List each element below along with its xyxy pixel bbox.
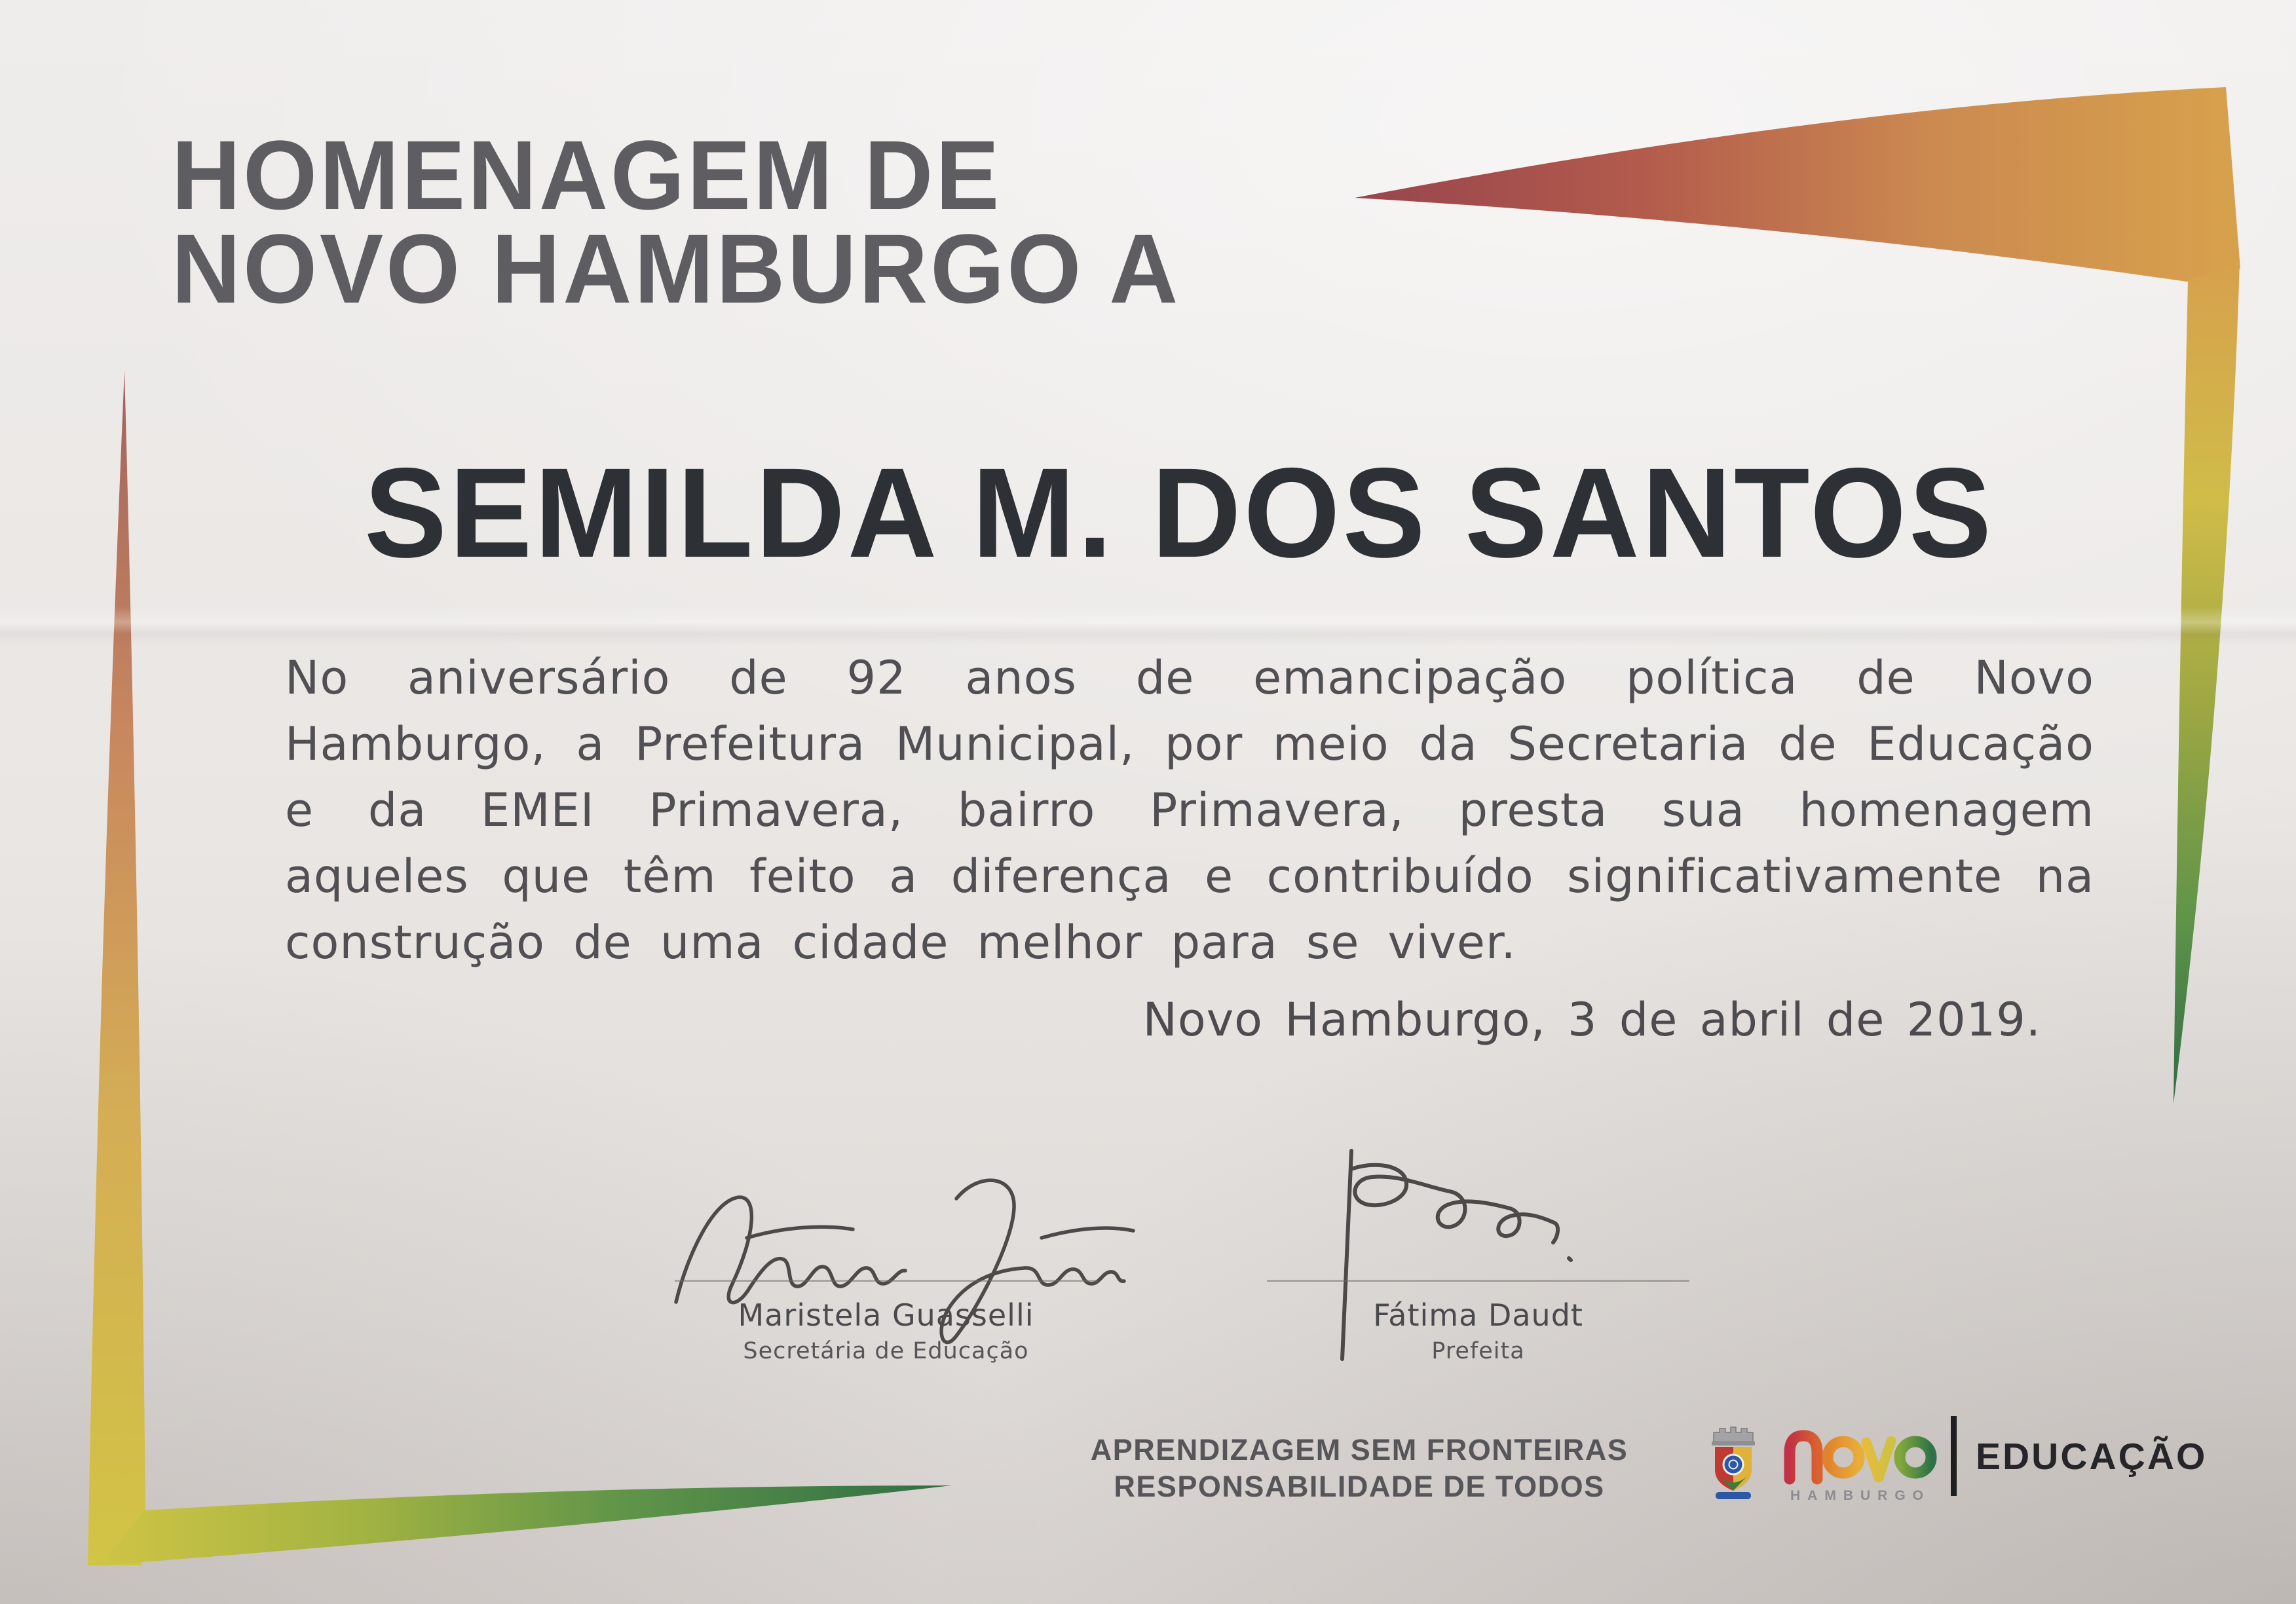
signatory-role: Prefeita xyxy=(1431,1338,1525,1364)
bottom-left-horizontal-blade xyxy=(98,1485,952,1565)
logo-city-label: HAMBURGO xyxy=(1790,1488,1930,1503)
footer-slogan-line1: APRENDIZAGEM SEM FRONTEIRAS xyxy=(1090,1433,1628,1466)
signature-line xyxy=(675,1280,1097,1282)
signature-block-left xyxy=(675,1280,1097,1364)
body-paragraph: No aniversário de 92 anos de emancipação política de Novo Hamburgo, a Prefeitura Municipal, por meio da Secretaria de Educação e da EMEI Primavera, bairro Primavera, presta sua homenagem aqueles que têm feito a diferença e contribuído significativamente na construção de uma cidade melhor para se viver. xyxy=(285,651,2094,969)
footer-slogan xyxy=(1074,1432,1644,1505)
signature-block-right xyxy=(1267,1280,1689,1364)
logo-divider-bar xyxy=(1951,1416,1957,1496)
certificate-title xyxy=(172,120,1181,324)
dateline: Novo Hamburgo, 3 de abril de 2019. xyxy=(1142,993,2041,1047)
top-right-vertical-blade xyxy=(2174,263,2240,1104)
top-right-horizontal-blade xyxy=(1355,87,2240,282)
certificate-title-line1: HOMENAGEM DE xyxy=(172,120,1002,230)
certificate-title-line2: NOVO HAMBURGO A xyxy=(172,214,1181,324)
novo-hamburgo-logo-wordmark xyxy=(1780,1415,1940,1493)
footer-slogan-line2: RESPONSABILIDADE DE TODOS xyxy=(1114,1470,1605,1503)
signatory-role: Secretária de Educação xyxy=(743,1338,1029,1364)
signature-line xyxy=(1267,1280,1689,1282)
signatory-name: Maristela Guasselli xyxy=(738,1297,1034,1333)
logo-department-label: EDUCAÇÃO xyxy=(1976,1436,2208,1478)
novo-hamburgo-crest-icon xyxy=(1703,1423,1763,1500)
signatory-name: Fátima Daudt xyxy=(1373,1297,1583,1333)
honoree-name: SEMILDA M. DOS SANTOS xyxy=(364,441,1995,584)
